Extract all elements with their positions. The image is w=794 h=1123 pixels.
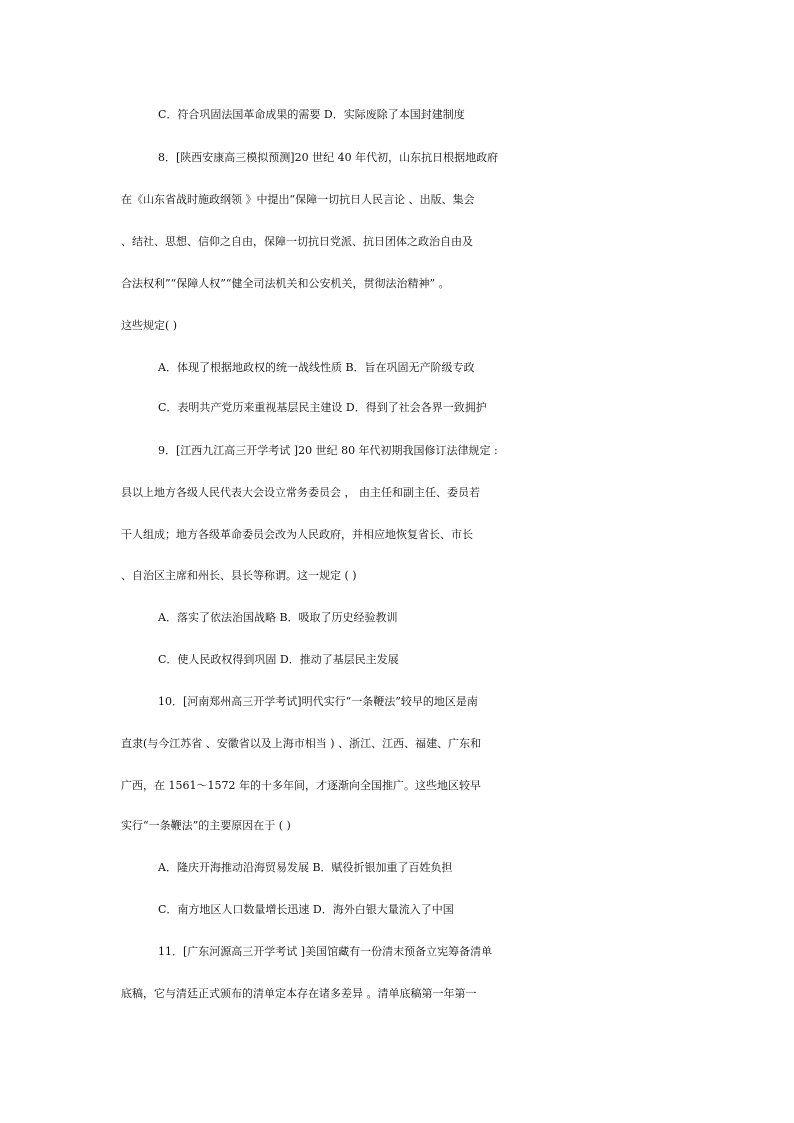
- option-line-10ab: A．隆庆开海推动沿海贸易发展 B．赋役折银加重了百姓负担: [158, 861, 453, 874]
- question-10-prompt: 实行“一条鞭法”的主要原因在于 ( ): [121, 819, 291, 832]
- question-9-prompt: 、自治区主席和州长、县长等称谓。这一规定 ( ): [121, 569, 357, 582]
- question-9-text: 干人组成；地方各级革命委员会改为人民政府，并相应地恢复省长、市长: [121, 528, 473, 541]
- question-9-stem: 9．[江西九江高三开学考试 ]20 世纪 80 年代初期我国修订法律规定 :: [158, 444, 498, 457]
- option-line-8cd: C．表明共产党历来重视基层民主建设 D．得到了社会各界一致拥护: [158, 401, 487, 414]
- question-11-text: 底稿，它与清廷正式颁布的清单定本存在诸多差异 。清单底稿第一年第一: [121, 987, 477, 1000]
- question-11-stem: 11．[广东河源高三开学考试 ]美国馆藏有一份清末预备立宪筹备清单: [158, 945, 493, 958]
- question-8-prompt: 这些规定( ): [121, 319, 178, 332]
- question-8-text: 在《山东省战时施政纲领 》中提出“保障一切抗日人民言论 、出版、集会: [121, 193, 475, 206]
- question-10-text: 广西，在 1561～1572 年的十多年间，才逐渐向全国推广。这些地区较早: [121, 779, 481, 792]
- question-10-text: 直隶(与今江苏省 、安徽省以及上海市相当 ) 、浙江、江西、福建、广东和: [121, 737, 482, 750]
- question-9-text: 县以上地方各级人民代表大会设立常务委员会 ， 由主任和副主任、委员若: [121, 486, 480, 499]
- option-line-9cd: C．使人民政权得到巩固 D．推动了基层民主发展: [158, 653, 399, 666]
- option-line-10cd: C．南方地区人口数量增长迅速 D．海外白银大量流入了中国: [158, 903, 454, 916]
- question-8-text: 、结社、思想、信仰之自由，保障一切抗日党派、抗日团体之政治自由及: [121, 235, 473, 248]
- question-8-text: 合法权利”“保障人权”“健全司法机关和公安机关，贯彻法治精神” 。: [121, 277, 450, 290]
- option-line-8ab: A．体现了根据地政权的统一战线性质 B．旨在巩固无产阶级专政: [158, 361, 475, 374]
- option-line-7cd: C．符合巩固法国革命成果的需要 D．实际废除了本国封建制度: [158, 108, 465, 121]
- question-8-stem: 8．[陕西安康高三模拟预测]20 世纪 40 年代初，山东抗日根据地政府: [158, 151, 499, 164]
- option-line-9ab: A．落实了依法治国战略 B．吸取了历史经验教训: [158, 611, 398, 624]
- question-10-stem: 10．[河南郑州高三开学考试]明代实行“一条鞭法”较早的地区是南: [158, 695, 478, 708]
